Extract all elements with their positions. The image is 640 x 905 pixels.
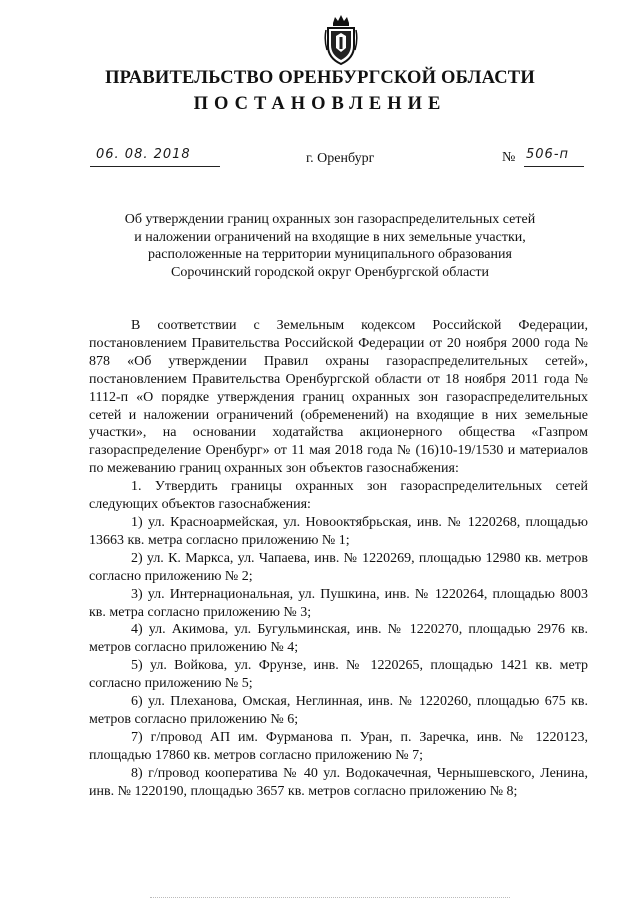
list-item: 7) г/провод АП им. Фурманова п. Уран, п. Заречка, инв. № 1220123, площадью 17860 кв. метров согласно приложению № 7;	[89, 729, 588, 763]
coat-of-arms-emblem	[324, 14, 358, 66]
list-item: 8) г/провод кооператива № 40 ул. Водокачечная, Чернышевского, Ленина, инв. № 1220190, площадью 3657 кв. метров согласно приложению № 8;	[89, 765, 588, 799]
document-number: 506-п	[526, 147, 570, 162]
subject-line: Об утверждении границ охранных зон газораспределительных сетей	[124, 212, 536, 227]
subject-line: расположенные на территории муниципального образования	[148, 247, 512, 262]
number-sign: №	[502, 150, 516, 165]
subject-line: Сорочинский городской округ Оренбургской области	[170, 264, 489, 280]
number-underline	[524, 166, 584, 167]
list-item: 5) ул. Войкова, ул. Фрунзе, инв. № 1220265, площадью 1421 кв. метр согласно приложению № 5;	[89, 658, 588, 692]
government-title: ПРАВИТЕЛЬСТВО ОРЕНБУРГСКОЙ ОБЛАСТИ	[105, 68, 535, 88]
document-city: г. Оренбург	[306, 151, 375, 166]
document-type-title: ПОСТАНОВЛЕНИЕ	[193, 94, 447, 114]
preamble-paragraph: В соответствии с Земельным кодексом Российской Федерации, постановлением Правительства Российской Федерации от 20 ноября 2000 года № 878 «Об утверждении Правил охраны газораспределительных сетей», постановлением Правительства Оренбургской области от 18 ноября 2011 года № 1112-п «О порядке утверждения границ охранных зон газораспределительных сетей и наложении ограничений (обременений) на входящие в них земельные участки», на основании ходатайства акционерного общества «Газпром газораспределение Оренбург» от 11 мая 2018 года № (16)10-19/1530 и материалов по межеванию границ охранных зон объектов газоснабжения:	[89, 318, 588, 477]
document-date: 06. 08. 2018	[96, 147, 191, 162]
list-item: 3) ул. Интернациональная, ул. Пушкина, инв. № 1220264, площадью 8003 кв. метра согласно приложению № 3;	[89, 586, 588, 620]
scan-artifact-line	[150, 897, 510, 898]
document-body	[89, 317, 588, 800]
list-item: 6) ул. Плеханова, Омская, Неглинная, инв. № 1220260, площадью 675 кв. метров согласно приложению № 6;	[89, 694, 588, 727]
resolution-item-1: 1. Утвердить границы охранных зон газораспределительных сетей следующих объектов газоснабжения:	[89, 479, 588, 513]
list-item: 4) ул. Акимова, ул. Бугульминская, инв. № 1220270, площадью 2976 кв. метров согласно приложению № 4;	[89, 622, 588, 656]
list-item: 2) ул. К. Маркса, ул. Чапаева, инв. № 1220269, площадью 12980 кв. метров согласно приложению № 2;	[89, 550, 588, 584]
date-underline	[90, 166, 220, 167]
list-item: 1) ул. Красноармейская, ул. Новооктябрьская, инв. № 1220268, площадью 13663 кв. метра согласно приложению № 1;	[89, 514, 588, 548]
document-subject	[100, 211, 560, 281]
subject-line: и наложении ограничений на входящие в них земельные участки,	[134, 229, 526, 245]
